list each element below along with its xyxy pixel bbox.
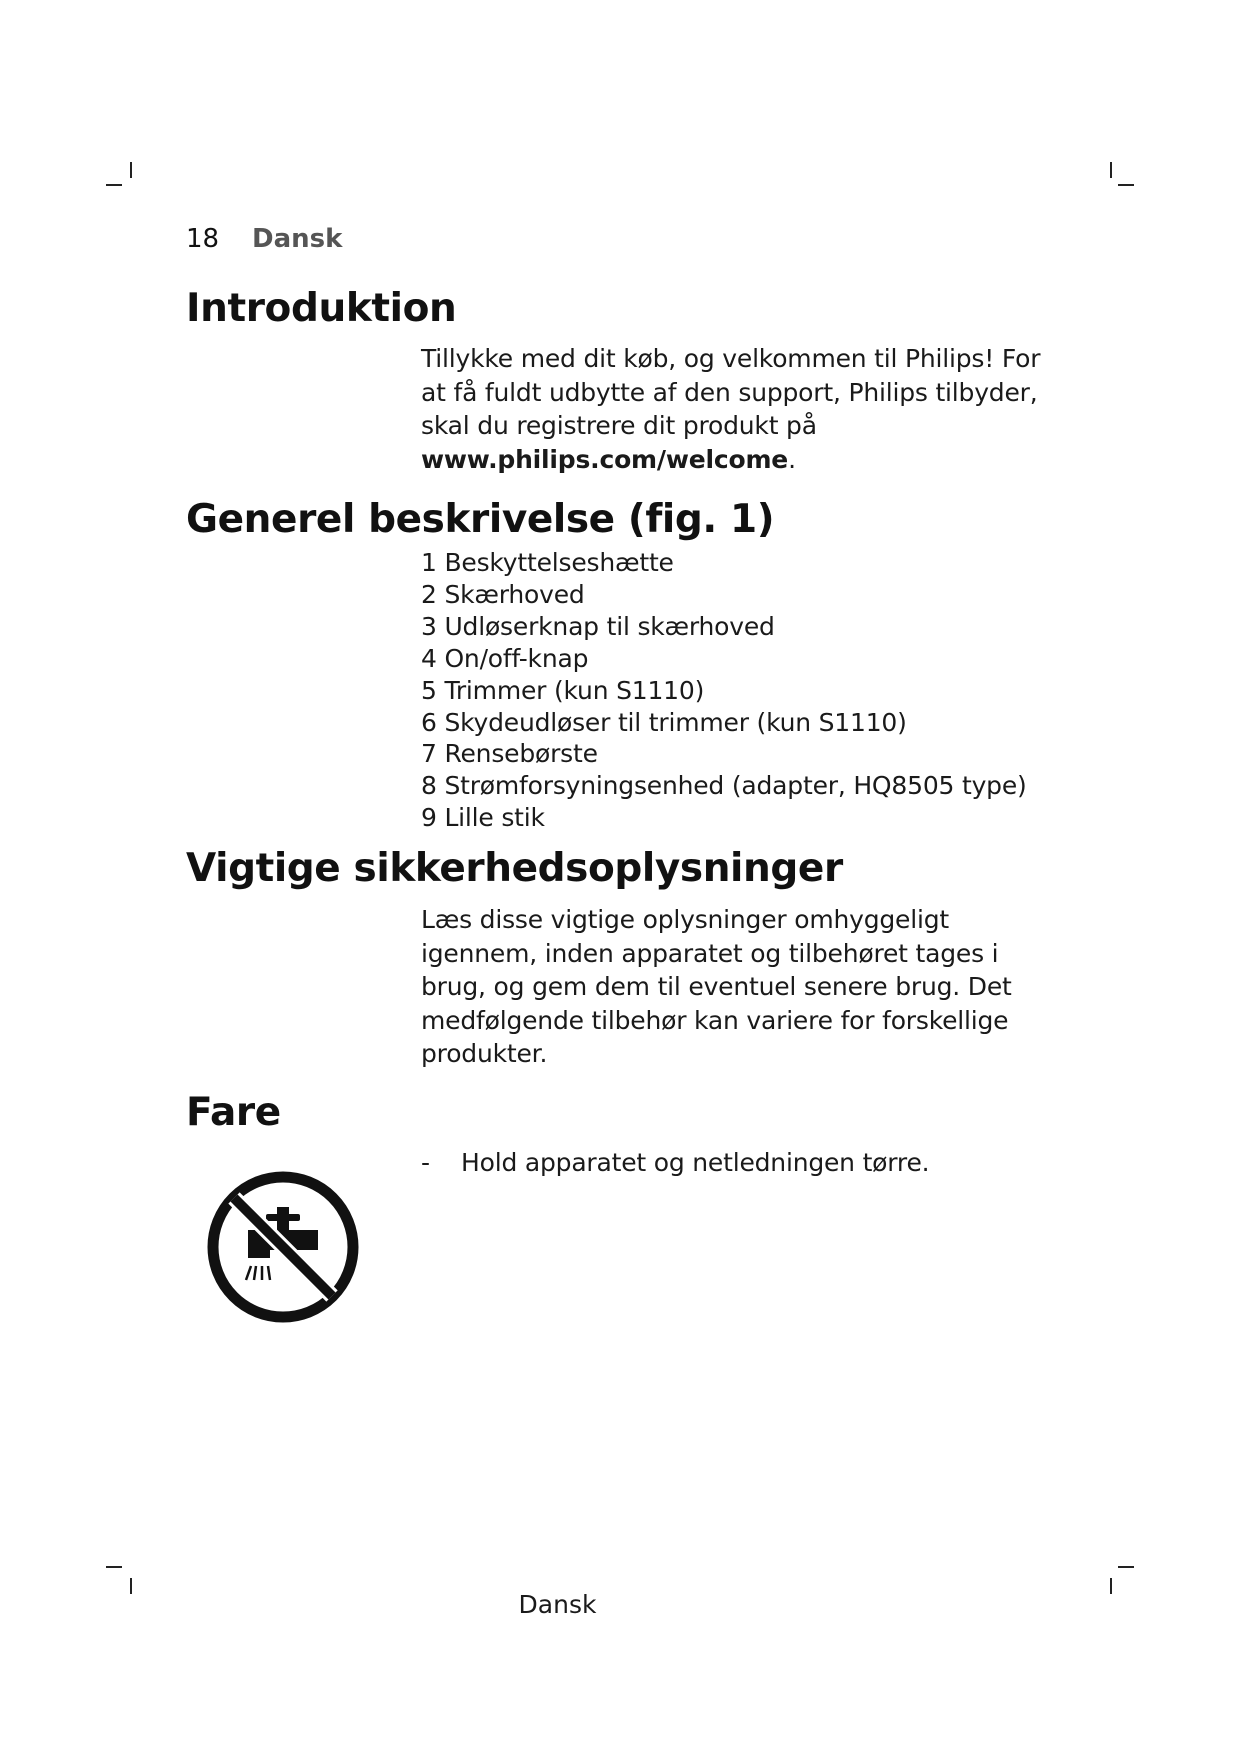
description-heading: Generel beskrivelse (fig. 1) [186,497,775,542]
safety-heading: Vigtige sikkerhedsoplysninger [186,846,843,891]
crop-mark [106,1566,122,1568]
bullet-text: Hold apparatet og netledningen tørre. [461,1148,930,1177]
list-item: 5 Trimmer (kun S1110) [421,675,705,705]
page-header [186,224,342,254]
header-language: Dansk [252,224,343,254]
list-item: 2 Skærhoved [421,579,585,609]
welcome-url: www.philips.com/welcome [421,444,789,474]
danger-bullet [421,1146,929,1180]
intro-paragraph [421,342,1061,476]
intro-end: . [788,444,796,474]
crop-mark [130,162,132,178]
danger-heading: Fare [186,1090,281,1135]
list-item: 7 Rensebørste [421,739,598,769]
parts-list [421,547,1027,834]
crop-mark [1118,184,1134,186]
safety-paragraph: Læs disse vigtige oplysninger omhyggeligt igennem, inden apparatet og tilbehøret tages i brug, og gem dem til eventuel senere brug. Det medfølgende tilbehør kan variere for forskellige produkter. [421,905,1012,1068]
page-footer: Dansk [518,1590,597,1619]
crop-mark [1110,162,1112,178]
no-water-tap-icon [206,1170,360,1324]
page-number: 18 [186,224,220,254]
intro-text: Tillykke med dit køb, og velkommen til Philips! For at få fuldt udbytte af den support, Philips tilbyder, skal du registrere dit produkt på [421,344,1041,440]
bullet-dash: - [421,1148,430,1177]
list-item: 6 Skydeudløser til trimmer (kun S1110) [421,707,907,737]
list-item: 8 Strømforsyningsenhed (adapter, HQ8505 type) [421,771,1027,801]
list-item: 4 On/off-knap [421,643,589,673]
crop-mark [106,184,122,186]
list-item: 9 Lille stik [421,803,545,833]
list-item: 3 Udløserknap til skærhoved [421,611,775,641]
list-item: 1 Beskyttelseshætte [421,548,674,577]
intro-heading: Introduktion [186,286,457,331]
crop-mark [1118,1566,1134,1568]
